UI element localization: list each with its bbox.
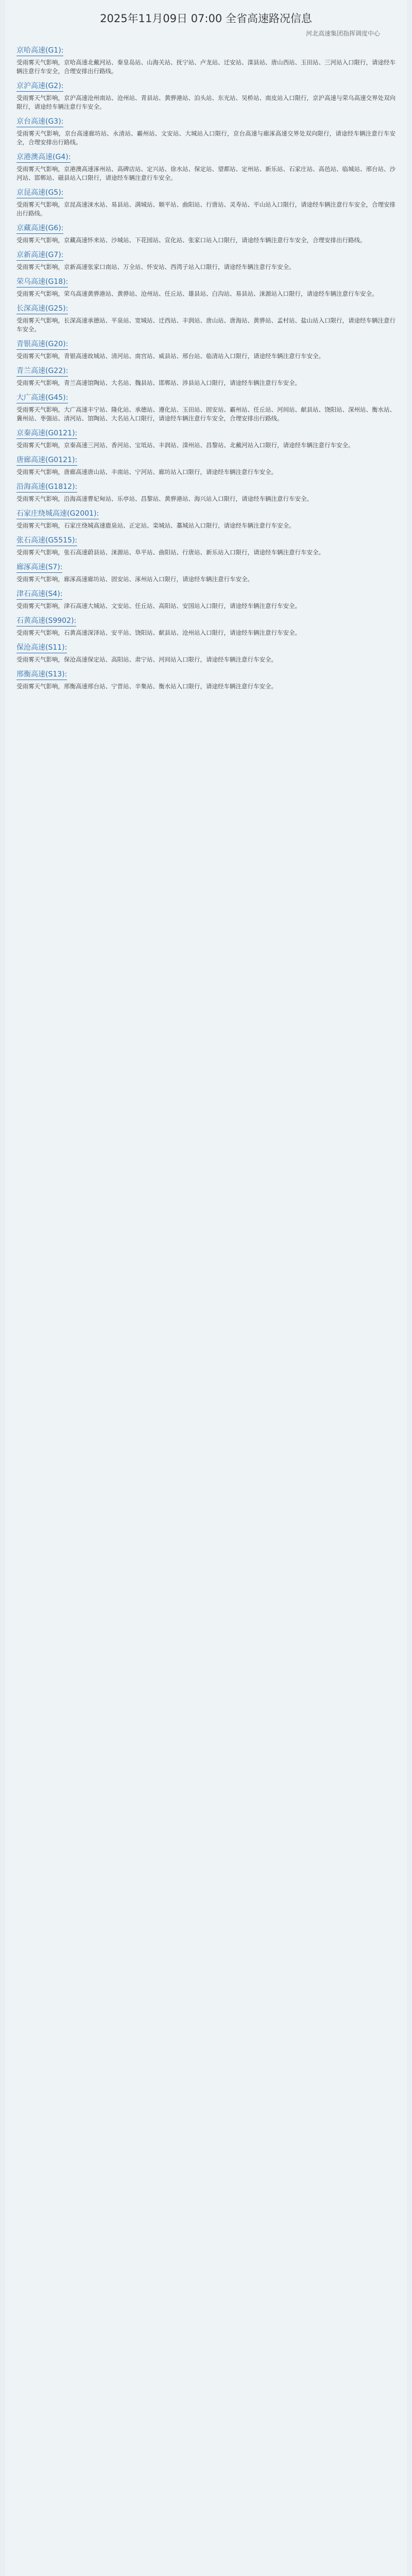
road-section <box>16 276 396 298</box>
road-status-text: 受雨雾天气影响，京藏高速怀来站、沙城站、下花园站、宣化站、张家口站入口限行，请途经车辆注意行车安全，合理安排出行路线。 <box>16 236 366 244</box>
road-status-text: 受雨雾天气影响，京昆高速涞水站、易县站、满城站、顺平站、曲阳站、行唐站、灵寿站、平山站入口限行，请途经车辆注意行车安全，合理安排出行路线。 <box>16 201 396 217</box>
road-name: 京台高速(G3): <box>16 116 63 127</box>
road-status-text: 受雨雾天气影响，长深高速承德站、平泉站、宽城站、迁西站、丰润站、唐山站、唐海站、黄骅站、孟村站、盐山站入口限行，请途经车辆注意行车安全。 <box>16 317 396 333</box>
road-status-text: 受雨雾天气影响，石家庄绕城高速鹿泉站、正定站、栾城站、藁城站入口限行，请途经车辆注意行车安全。 <box>16 522 295 529</box>
sections-list <box>16 45 396 691</box>
road-section <box>16 535 396 557</box>
road-section <box>16 562 396 584</box>
road-name: 京藏高速(G6): <box>16 223 63 234</box>
road-section <box>16 454 396 477</box>
road-section <box>16 588 396 611</box>
road-name: 京哈高速(G1): <box>16 45 63 56</box>
road-status-text: 受雨雾天气影响，廊涿高速廊坊站、固安站、涿州站入口限行，请途经车辆注意行车安全。 <box>16 575 253 583</box>
road-status-text: 受雨雾天气影响，京秦高速三河站、香河站、宝坻站、丰润站、滦州站、昌黎站、北戴河站入口限行，请途经车辆注意行车安全。 <box>16 442 354 449</box>
road-name: 廊涿高速(S7): <box>16 562 62 573</box>
road-status-text: 受雨雾天气影响，唐廊高速唐山站、丰南站、宁河站、廊坊站入口限行，请途经车辆注意行车安全。 <box>16 468 277 476</box>
road-status-text: 受雨雾天气影响，青兰高速馆陶站、大名站、魏县站、邯郸站、涉县站入口限行，请途经车辆注意行车安全。 <box>16 379 301 386</box>
road-status-text: 受雨雾天气影响，京港澳高速涿州站、高碑店站、定兴站、徐水站、保定站、望都站、定州站、新乐站、石家庄站、高邑站、临城站、邢台站、沙河站、邯郸站、磁县站入口限行，请途经车辆注意行车安全。 <box>16 165 396 181</box>
road-section <box>16 481 396 503</box>
road-section <box>16 223 396 245</box>
road-name: 京新高速(G7): <box>16 249 63 261</box>
road-name: 大广高速(G45): <box>16 392 68 403</box>
road-name: 青银高速(G20): <box>16 338 68 350</box>
doc-title: 2025年11月09日 07:00 全省高速路况信息 <box>100 12 312 25</box>
road-name: 张石高速(G5515): <box>16 535 77 546</box>
road-section <box>16 116 396 147</box>
road-status-text: 受雨雾天气影响，沿海高速曹妃甸站、乐亭站、昌黎站、黄骅港站、海兴站入口限行，请途经车辆注意行车安全。 <box>16 495 313 502</box>
road-name: 石家庄绕城高速(G2001): <box>16 508 99 519</box>
road-name: 京秦高速(G0121): <box>16 428 77 439</box>
road-section <box>16 508 396 530</box>
road-status-text: 受雨雾天气影响，张石高速蔚县站、涞源站、阜平站、曲阳站、行唐站、新乐站入口限行，请途经车辆注意行车安全。 <box>16 549 324 556</box>
road-status-text: 受雨雾天气影响，荣乌高速黄骅港站、黄骅站、沧州站、任丘站、雄县站、白沟站、易县站、涞源站入口限行，请途经车辆注意行车安全。 <box>16 290 378 297</box>
road-name: 京沪高速(G2): <box>16 80 63 92</box>
road-section <box>16 45 396 76</box>
road-name: 荣乌高速(G18): <box>16 276 68 287</box>
road-section <box>16 249 396 272</box>
road-status-text: 受雨雾天气影响，京新高速张家口南站、万全站、怀安站、西湾子站入口限行，请途经车辆注意行车安全。 <box>16 263 295 270</box>
road-section <box>16 303 396 334</box>
road-status-text: 受雨雾天气影响，大广高速丰宁站、隆化站、承德站、遵化站、玉田站、固安站、霸州站、任丘站、河间站、献县站、饶阳站、深州站、衡水站、冀州站、枣强站、清河站、馆陶站、大名站入口限行，请途经车辆注意行车安全，合理安排出行路线。 <box>16 406 396 422</box>
road-name: 唐廊高速(G0121): <box>16 454 77 466</box>
road-section <box>16 80 396 111</box>
road-name: 保沧高速(S11): <box>16 642 67 653</box>
road-name: 京昆高速(G5): <box>16 187 63 198</box>
road-status-text: 受雨雾天气影响，津石高速大城站、文安站、任丘站、高阳站、安国站入口限行，请途经车辆注意行车安全。 <box>16 602 301 609</box>
doc-source: 河北高速集团指挥调度中心 <box>305 30 380 37</box>
road-section <box>16 338 396 361</box>
road-section <box>16 151 396 182</box>
road-name: 邢衡高速(S13): <box>16 669 67 680</box>
road-name: 长深高速(G25): <box>16 303 68 314</box>
road-status-text: 受雨雾天气影响，京哈高速北戴河站、秦皇岛站、山海关站、抚宁站、卢龙站、迁安站、滦县站、唐山西站、玉田站、三河站入口限行，请途经车辆注意行车安全，合理安排出行路线。 <box>16 59 396 75</box>
road-section <box>16 392 396 423</box>
road-status-text: 受雨雾天气影响，石黄高速深泽站、安平站、饶阳站、献县站、沧州站入口限行，请途经车辆注意行车安全。 <box>16 629 301 636</box>
road-name: 京港澳高速(G4): <box>16 151 71 163</box>
road-name: 青兰高速(G22): <box>16 365 68 377</box>
road-section <box>16 615 396 637</box>
road-section <box>16 669 396 691</box>
road-name: 石黄高速(S9902): <box>16 615 76 626</box>
road-name: 沿海高速(G1812): <box>16 481 77 493</box>
road-section <box>16 428 396 450</box>
road-status-text: 受雨雾天气影响，青银高速故城站、清河站、南宫站、威县站、邢台站、临清站入口限行，请途经车辆注意行车安全。 <box>16 352 324 360</box>
document-page <box>5 0 407 2576</box>
road-status-text: 受雨雾天气影响，京沪高速沧州南站、沧州站、青县站、黄骅港站、泊头站、东光站、吴桥站、南皮站入口限行，京沪高速与荣乌高速交界处双向限行，请途经车辆注意行车安全。 <box>16 94 396 110</box>
road-status-text: 受雨雾天气影响，邢衡高速邢台站、宁晋站、辛集站、衡水站入口限行，请途经车辆注意行车安全。 <box>16 683 277 690</box>
road-section <box>16 642 396 664</box>
road-section <box>16 187 396 218</box>
road-status-text: 受雨雾天气影响，保沧高速保定站、高阳站、肃宁站、河间站入口限行，请途经车辆注意行车安全。 <box>16 656 277 663</box>
road-section <box>16 365 396 387</box>
road-name: 津石高速(S4): <box>16 588 62 600</box>
road-status-text: 受雨雾天气影响，京台高速廊坊站、永清站、霸州站、文安站、大城站入口限行，京台高速与廊涿高速交界处双向限行，请途经车辆注意行车安全，合理安排出行路线。 <box>16 130 396 146</box>
